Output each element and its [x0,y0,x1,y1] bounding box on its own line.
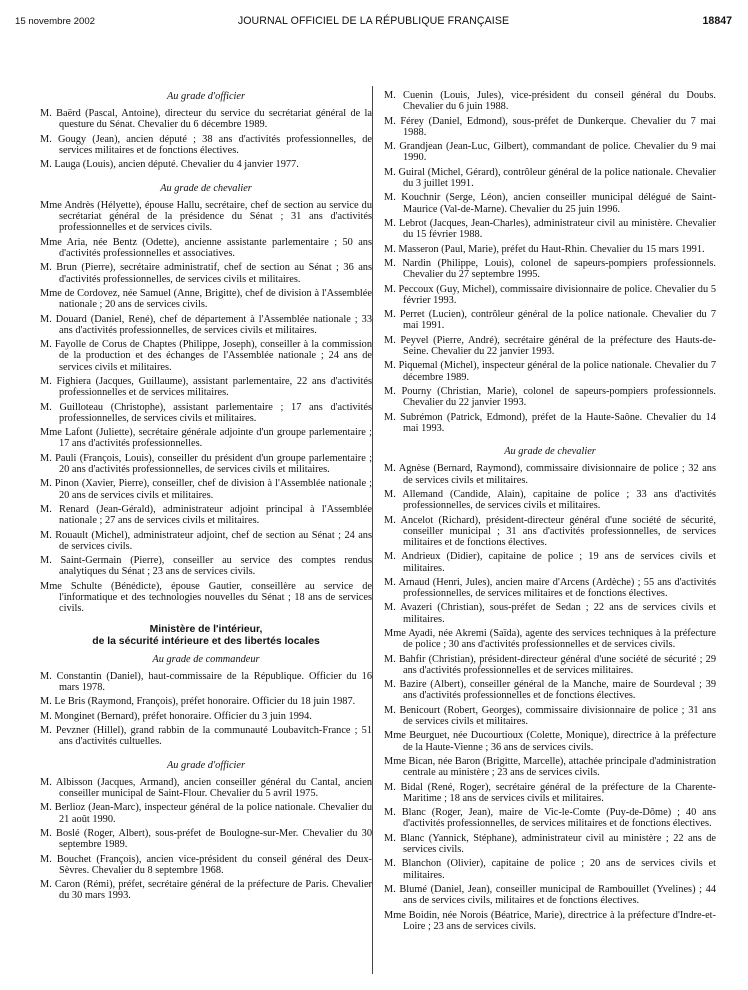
ministry-heading-line1: Ministère de l'intérieur, [149,624,263,636]
entry: M. Allemand (Candide, Alain), capitaine de police ; 33 ans d'activités professionnelles, de services civils et militaires. [384,488,716,512]
page-header [15,14,732,30]
entry: M. Pevzner (Hillel), grand rabbin de la communauté Loubavitch-France ; 51 ans d'activités cultuelles. [40,725,372,748]
entry: M. Renard (Jean-Gérald), administrateur adjoint principal à l'Assemblée nationale ; 27 ans de services civils et militaires. [40,503,372,527]
entry: M. Andrieux (Didier), capitaine de police ; 19 ans de services civils et militaires. [384,551,716,574]
entry: Mme Ayadi, née Akremi (Saïda), agente des services techniques à la préfecture de police ; 30 ans d'activités professionnelles et de services civils. [384,628,716,651]
entry: Mme Beurguet, née Ducourtioux (Colette, Monique), directrice à la préfecture de la Haute-Vienne ; 36 ans de services civils. [384,730,716,753]
entry: M. Monginet (Bernard), préfet honoraire. Officier du 3 juin 1994. [40,710,312,722]
entry: M. Peccoux (Guy, Michel), commissaire divisionnaire de police. Chevalier du 5 février 1993. [384,283,716,306]
entry: M. Rouault (Michel), administrateur adjoint, chef de section au Sénat ; 24 ans de services civils. [40,529,372,552]
entry: Mme Bican, née Baron (Brigitte, Marcelle), attachée principale d'administration centrale au ministère ; 23 ans de services civils. [384,756,716,779]
entry: M. Blanc (Roger, Jean), maire de Vic-le-Comte (Puy-de-Dôme) ; 40 ans d'activités professionnelles, de services militaires et de fonctions électives. [384,807,716,830]
entry: M. Perret (Lucien), contrôleur général de la police nationale. Chevalier du 7 mai 1991. [384,309,716,332]
entry: M. Grandjean (Jean-Luc, Gilbert), commandant de police. Chevalier du 9 mai 1990. [384,141,716,164]
entry: M. Subrémon (Patrick, Edmond), préfet de la Haute-Saône. Chevalier du 14 mai 1993. [384,411,716,434]
entry: M. Bouchet (François), ancien vice-président du conseil général des Deux-Sèvres. Chevalier du 8 septembre 1968. [40,853,372,876]
entry: M. Berlioz (Jean-Marc), inspecteur général de la police nationale. Chevalier du 21 août 1990. [40,802,372,825]
entry: M. Guilloteau (Christophe), assistant parlementaire ; 17 ans d'activités professionnelles, de services civils et militaires. [40,401,372,424]
entry: M. Fighiera (Jacques, Guillaume), assistant parlementaire, 22 ans d'activités professionnelles et de services militaires. [40,375,372,399]
left-column [40,90,372,905]
entry: Mme Aria, née Bentz (Odette), ancienne assistante parlementaire ; 50 ans d'activités professionnelles et associatives. [40,236,372,259]
entry: M. Nardin (Philippe, Louis), colonel de sapeurs-pompiers professionnels. Chevalier du 27 septembre 1995. [384,257,716,281]
entry-list [384,463,716,932]
column-divider [372,86,373,974]
entry: M. Blumé (Daniel, Jean), conseiller municipal de Rambouillet (Yvelines) ; 44 ans de services civils, militaires et de fonctions électives. [384,884,716,907]
entry: Mme Andrès (Hélyette), épouse Hallu, secrétaire, chef de section au service du secrétariat général de la présidence du Sénat ; 31 ans d'activités professionnelles et de services civils. [40,199,372,234]
entry: M. Ancelot (Richard), président-directeur général d'une société de sécurité, conseiller municipal ; 31 ans d'activités professionnelles, de services militaires et de fonctions électives. [384,514,716,548]
entry: M. Guiral (Michel, Gérard), contrôleur général de la police nationale. Chevalier du 3 juillet 1991. [384,166,716,189]
entry: M. Pauli (François, Louis), conseiller du président d'un groupe parlementaire ; 20 ans d'activités professionnelles, de services civils et militaires. [40,452,372,475]
entry: M. Baërd (Pascal, Antoine), directeur du service du secrétariat général de la questure du Sénat. Chevalier du 6 décembre 1989. [40,108,372,131]
entry: M. Pinon (Xavier, Pierre), conseiller, chef de division à l'Assemblée nationale ; 20 ans de services civils et militaires. [40,478,372,501]
entry: M. Kouchnir (Serge, Léon), ancien conseiller municipal délégué de Saint-Maurice (Val-de-Marne). Chevalier du 25 juin 1996. [384,192,716,215]
section-title: Au grade d'officier [166,759,246,771]
entry: M. Bidal (René, Roger), secrétaire général de la préfecture de la Charente-Maritime ; 18 ans de services civils et militaires. [384,781,716,804]
entry: M. Avazeri (Christian), sous-préfet de Sedan ; 22 ans de services civils et militaires. [384,602,716,625]
entry: M. Albisson (Jacques, Armand), ancien conseiller général du Cantal, ancien conseiller municipal de Saint-Flour. Chevalier du 5 avril 1975. [40,776,372,800]
entry: M. Fayolle de Corus de Chaptes (Philippe, Joseph), conseiller à la commission de la production et des échanges de l'Assemblée nationale ; 24 ans de services civils et militaires. [40,339,372,373]
entry: M. Caron (Rémi), préfet, secrétaire général de la préfecture de Paris. Chevalier du 30 mars 1993. [40,879,372,902]
section-title: Au grade de chevalier [504,446,596,458]
entry: M. Lebrot (Jacques, Jean-Charles), administrateur civil au ministère. Chevalier du 15 février 1988. [384,217,716,241]
entry: M. Blanchon (Olivier), capitaine de police ; 20 ans de services civils et militaires. [384,858,716,881]
entry: M. Douard (Daniel, René), chef de département à l'Assemblée nationale ; 33 ans d'activités professionnelles, de services civils et militaires. [40,313,372,336]
entry: M. Lauga (Louis), ancien député. Chevalier du 4 janvier 1977. [40,159,299,171]
entry: M. Gougy (Jean), ancien député ; 38 ans d'activités professionnelles, de services militaires et de fonctions électives. [40,133,372,156]
entry-list [40,108,372,170]
entry: M. Le Bris (Raymond, François), préfet honoraire. Officier du 18 juin 1987. [40,696,356,708]
entry: Mme Schulte (Bénédicte), épouse Gautier, conseillère au service de l'informatique et des technologies nouvelles du Sénat ; 18 ans de services civils. [40,580,372,615]
entry-list [40,200,372,614]
entry: Mme de Cordovez, née Samuel (Anne, Brigitte), chef de division à l'Assemblée nationale ; 20 ans de services civils. [40,287,372,311]
header-journal-title: JOURNAL OFFICIEL DE LA RÉPUBLIQUE FRANÇAISE [237,15,510,27]
entry: Mme Boidin, née Norois (Béatrice, Marie), directrice à la préfecture d'Indre-et-Loire ; 23 ans de services civils. [384,909,716,932]
entry: M. Blanc (Yannick, Stéphane), administrateur civil au ministère ; 22 ans de services civils. [384,832,716,856]
entry: M. Peyvel (Pierre, André), secrétaire général de la préfecture des Hauts-de-Seine. Chevalier du 22 janvier 1993. [384,334,716,357]
entry-list [384,90,716,434]
entry: M. Boslé (Roger, Albert), sous-préfet de Boulogne-sur-Mer. Chevalier du 30 septembre 1989. [40,828,372,851]
entry: M. Arnaud (Henri, Jules), ancien maire d'Arcens (Ardèche) ; 55 ans d'activités professionnelles, de services militaires et de fonctions électives. [384,576,716,600]
entry: M. Férey (Daniel, Edmond), sous-préfet de Dunkerque. Chevalier du 7 mai 1988. [384,115,716,138]
entry: M. Cuenin (Louis, Jules), vice-président du conseil général du Doubs. Chevalier du 6 juin 1988. [384,90,716,113]
section-title: Au grade de chevalier [160,182,252,194]
entry: M. Benicourt (Robert, Georges), commissaire divisionnaire de police ; 31 ans de services civils et militaires. [384,704,716,728]
entry: M. Masseron (Paul, Marie), préfet du Haut-Rhin. Chevalier du 15 mars 1991. [384,243,705,255]
entry: M. Bazire (Albert), conseiller général de la Manche, maire de Sourdeval ; 39 ans d'activités professionnelles et de fonctions électives. [384,679,716,702]
entry: M. Constantin (Daniel), haut-commissaire de la République. Officier du 16 mars 1978. [40,670,372,693]
entry: M. Saint-Germain (Pierre), conseiller au service des comptes rendus analytiques du Sénat ; 23 ans de services civils. [40,555,372,578]
ministry-heading [40,624,372,647]
section-title: Au grade de commandeur [152,653,260,665]
entry: M. Pourny (Christian, Marie), colonel de sapeurs-pompiers professionnels. Chevalier du 22 janvier 1993. [384,385,716,409]
entry: M. Piquemal (Michel), inspecteur général de la police nationale. Chevalier du 7 décembre 1989. [384,360,716,383]
section-title: Au grade d'officier [166,91,246,102]
ministry-heading-line2: de la sécurité intérieure et des libertés locales [92,635,320,647]
entry-list [40,777,372,902]
header-page-number: 18847 [702,15,732,27]
entry: M. Bahfir (Christian), président-directeur général d'une société de sécurité ; 29 ans d'activités professionnelles et de services militaires. [384,653,716,676]
right-column [384,90,716,935]
entry: M. Brun (Pierre), secrétaire administratif, chef de section au Sénat ; 36 ans d'activités professionnelles, de services civils et militaires. [40,262,372,285]
entry: Mme Lafont (Juliette), secrétaire générale adjointe d'un groupe parlementaire ; 17 ans d'activités professionnelles. [40,427,372,450]
entry-list [40,671,372,748]
entry: M. Agnèse (Bernard, Raymond), commissaire divisionnaire de police ; 32 ans de services civils et militaires. [384,463,716,486]
header-date: 15 novembre 2002 [15,16,96,27]
